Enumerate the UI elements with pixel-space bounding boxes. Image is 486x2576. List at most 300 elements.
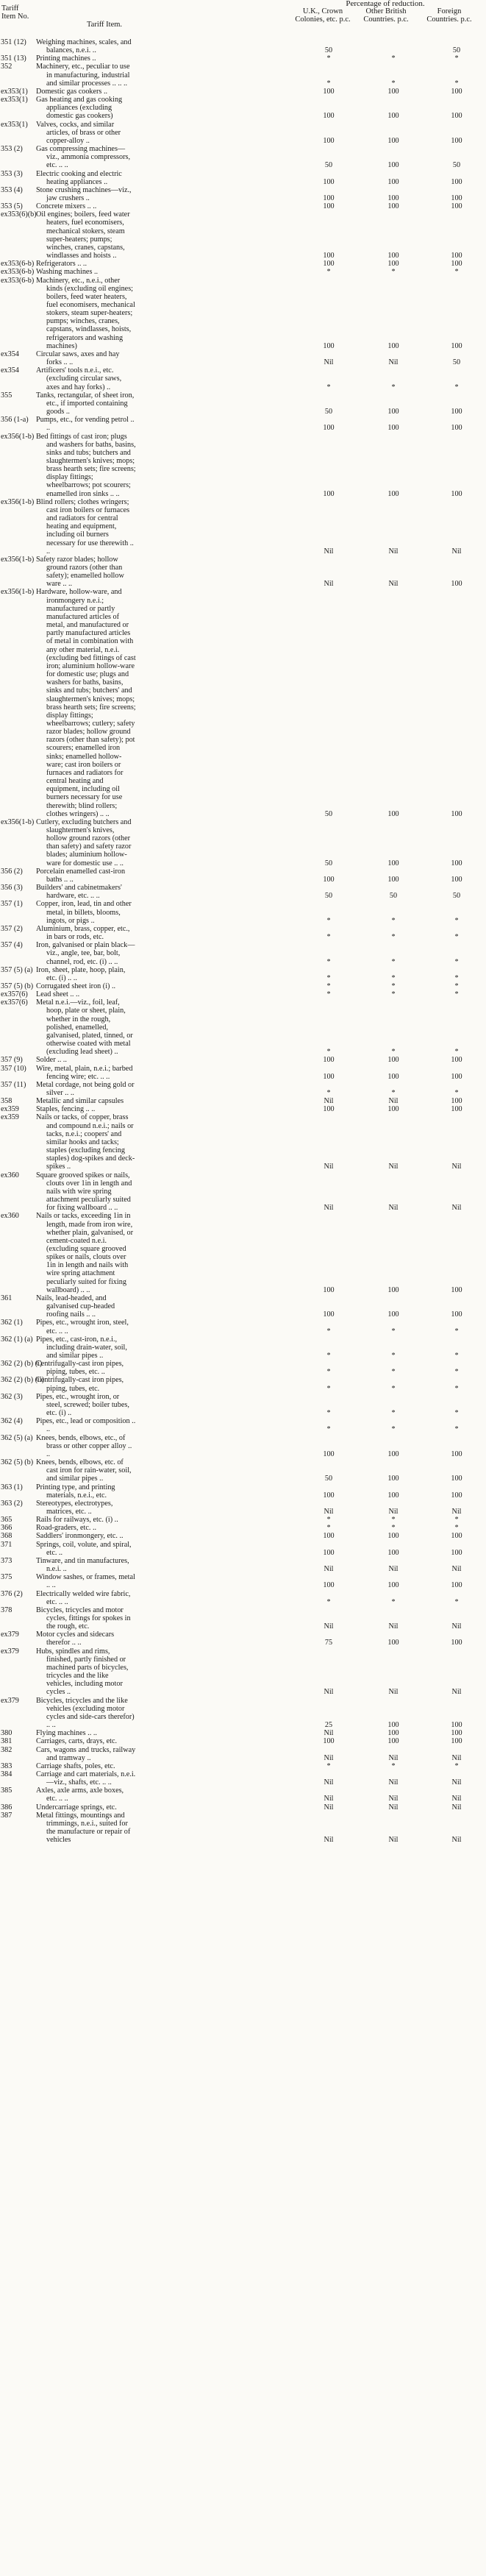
rate-other-british: *	[391, 916, 396, 925]
rate-other-british: Nil	[388, 358, 399, 367]
rate-foreign: *	[454, 79, 459, 88]
rate-foreign: *	[454, 1384, 459, 1393]
rate-foreign: 100	[451, 1639, 462, 1647]
tariff-item-no: 376 (2)	[1, 1589, 23, 1598]
table-row	[0, 96, 476, 120]
tariff-item-description: Metal cordage, not being gold or silver .. ..	[36, 1080, 135, 1097]
rate-uk-crown-colonies: 100	[323, 1491, 335, 1500]
tariff-item-description: Pipes, etc., wrought iron, steel, etc. .. ..	[36, 1319, 129, 1335]
tariff-item-no: ex353(6-b)	[1, 276, 35, 285]
tariff-item-description: Wire, metal, plain, n.e.i.; barbed fencing wire; etc. .. ..	[36, 1064, 133, 1081]
tariff-item-description: Nails, lead-headed, and galvanised cup-headed roofing nails .. ..	[36, 1294, 115, 1319]
rate-uk-crown-colonies: 100	[323, 1548, 335, 1557]
table-row	[0, 982, 476, 990]
tariff-item-description: Tinware, and tin manufactures, n.e.i. ..	[36, 1556, 129, 1574]
table-row	[0, 1590, 476, 1606]
tariff-item-no: 386	[1, 1803, 12, 1812]
tariff-item-description: Metallic and similar capsules	[36, 1097, 124, 1106]
rate-uk-crown-colonies: 100	[323, 1072, 335, 1081]
tariff-item-no: ex360	[1, 1171, 19, 1179]
tariff-item-description: Valves, cocks, and similar articles, of brass or other copper-alloy ..	[36, 120, 121, 145]
rate-foreign: Nil	[451, 1836, 462, 1845]
tariff-item-no: ex353(6-b)	[1, 260, 35, 269]
rate-uk-crown-colonies: *	[326, 1327, 331, 1335]
tariff-item-no: 351 (12)	[1, 38, 26, 46]
header-col-foreign: Foreign Countries. p.c.	[426, 7, 472, 24]
rate-uk-crown-colonies: *	[326, 79, 331, 88]
table-row	[0, 498, 476, 556]
rate-foreign: 100	[451, 1056, 462, 1065]
rate-foreign: Nil	[451, 1565, 462, 1574]
tariff-item-description: Square grooved spikes or nails, clouts over 1in in length and nails with wire spring attachment peculiarly suited for fixing wallboard .. ..	[36, 1171, 132, 1213]
tariff-item-no: 382	[1, 1745, 12, 1754]
table-row	[0, 366, 476, 391]
table-row	[0, 54, 476, 63]
table-row	[0, 350, 476, 366]
tariff-item-no: 365	[1, 1516, 12, 1525]
table-row	[0, 433, 476, 498]
tariff-item-no: ex357(6)	[1, 990, 28, 999]
rate-foreign: 100	[451, 1581, 462, 1590]
tariff-item-no: 362 (5) (a)	[1, 1433, 33, 1442]
rate-other-british: Nil	[388, 1204, 399, 1213]
rate-other-british: Nil	[388, 580, 399, 589]
rate-uk-crown-colonies: *	[326, 1368, 331, 1377]
rate-other-british: 100	[387, 875, 399, 884]
tariff-item-description: Centrifugally-cast iron pipes, piping, tubes, etc.	[36, 1376, 124, 1393]
rate-other-british: *	[391, 268, 396, 277]
rate-foreign: Nil	[451, 1163, 462, 1171]
table-row	[0, 1458, 476, 1483]
rate-other-british: 100	[387, 1491, 399, 1500]
table-row	[0, 391, 476, 416]
header-tariff-item: Tariff Item.	[87, 21, 123, 29]
table-row	[0, 1770, 476, 1786]
tariff-item-no: ex356(1-b)	[1, 432, 35, 441]
table-row	[0, 1393, 476, 1417]
table-row	[0, 867, 476, 884]
table-row	[0, 1417, 476, 1433]
tariff-item-description: Iron, sheet, plate, hoop, plain, etc. (i) .. ..	[36, 965, 126, 982]
rate-uk-crown-colonies: 50	[324, 46, 333, 55]
rate-foreign: *	[454, 54, 459, 63]
rate-uk-crown-colonies: 100	[323, 112, 335, 121]
rate-uk-crown-colonies: 100	[323, 875, 335, 884]
rate-uk-crown-colonies: 100	[323, 177, 335, 186]
rate-foreign: *	[454, 1089, 459, 1097]
rate-other-british: 100	[387, 489, 399, 498]
tariff-item-description: Hubs, spindles and rims, finished, partly finished or machined parts of bicycles, tricycles and the like vehicles, including motor cycles ..	[36, 1647, 129, 1697]
table-row	[0, 1360, 476, 1376]
table-row	[0, 1434, 476, 1458]
tariff-item-description: Builders' and cabinetmakers' hardware, etc. .. ..	[36, 884, 122, 901]
tariff-item-no: ex379	[1, 1647, 19, 1656]
rate-other-british: 100	[387, 1639, 399, 1647]
tariff-item-no: 384	[1, 1770, 12, 1778]
rate-other-british: *	[391, 1425, 396, 1434]
rate-other-british: 100	[387, 252, 399, 260]
table-row	[0, 1319, 476, 1335]
tariff-item-description: Concrete mixers .. ..	[36, 202, 97, 211]
table-row	[0, 1606, 476, 1631]
table-row	[0, 884, 476, 900]
tariff-item-no: ex356(1-b)	[1, 588, 35, 597]
tariff-item-description: Carriage and cart materials, n.e.i.—viz., shafts, etc. .. ..	[36, 1770, 136, 1787]
tariff-item-description: Staples, fencing .. ..	[36, 1105, 96, 1114]
tariff-item-no: 378	[1, 1605, 12, 1614]
tariff-item-no: 353 (2)	[1, 145, 23, 154]
tariff-item-no: 363 (1)	[1, 1483, 23, 1491]
rate-other-british: 100	[387, 1548, 399, 1557]
rate-other-british: 100	[387, 1310, 399, 1319]
rate-uk-crown-colonies: Nil	[324, 1836, 334, 1845]
rate-other-british: *	[391, 982, 396, 990]
tariff-item-description: Knees, bends, elbows, etc. of cast iron for rain-water, soil, and similar pipes ..	[36, 1458, 132, 1483]
rate-uk-crown-colonies: *	[326, 1761, 331, 1770]
tariff-item-description: Refrigerators .. ..	[36, 260, 87, 269]
tariff-item-description: Carriage shafts, poles, etc.	[36, 1761, 115, 1770]
rate-other-british: Nil	[388, 1836, 399, 1845]
rate-uk-crown-colonies: 100	[323, 194, 335, 202]
rate-foreign: *	[454, 1597, 459, 1606]
tariff-item-description: Motor cycles and sidecars therefor .. ..	[36, 1631, 115, 1647]
tariff-item-no: 358	[1, 1097, 12, 1106]
tariff-item-description: Knees, bends, elbows, etc., of brass or other copper alloy .. ..	[36, 1433, 132, 1458]
rate-uk-crown-colonies: 100	[323, 1105, 335, 1114]
tariff-item-description: Nails or tacks, of copper, brass and compound n.e.i.; nails or tacks, n.e.i.; coopers' and similar hooks and tacks; staples (excluding fencing staples) dog-spikes and deck-spikes ..	[36, 1113, 135, 1171]
rate-foreign: 100	[451, 1548, 462, 1557]
tariff-item-no: 381	[1, 1737, 12, 1746]
rate-uk-crown-colonies: 75	[324, 1639, 333, 1647]
rate-uk-crown-colonies: Nil	[324, 1163, 334, 1171]
table-row	[0, 1532, 476, 1540]
rate-other-british: *	[391, 990, 396, 999]
rate-other-british: Nil	[388, 1565, 399, 1574]
table-row	[0, 38, 476, 54]
tariff-item-no: 353 (5)	[1, 202, 23, 211]
rate-foreign: *	[454, 1048, 459, 1057]
rate-uk-crown-colonies: Nil	[324, 1204, 334, 1213]
table-row	[0, 1541, 476, 1557]
rate-other-british: *	[391, 973, 396, 982]
tariff-item-description: Pipes, etc., cast-iron, n.e.i., including drain-water, soil, and similar pipes ..	[36, 1335, 127, 1360]
tariff-item-no: 357 (10)	[1, 1064, 26, 1073]
tariff-item-no: 361	[1, 1294, 12, 1302]
rate-uk-crown-colonies: *	[326, 1048, 331, 1057]
rate-foreign: 100	[451, 341, 462, 350]
tariff-item-no: 373	[1, 1556, 12, 1565]
tariff-item-description: Pipes, etc., lead or composition .. ..	[36, 1417, 136, 1434]
tariff-item-no: 356 (3)	[1, 884, 23, 893]
rate-other-british: Nil	[388, 1163, 399, 1171]
rate-other-british: Nil	[388, 1097, 399, 1106]
tariff-item-description: Machinery, etc., n.e.i., other kinds (excluding oil engines; boilers, feed water heaters, fuel economisers, mechanical stokers, steam super-heaters; pumps; winches, cranes, capstans, windlasses, hoists, refrigerators and washing machines)	[36, 276, 135, 350]
tariff-item-description: Pumps, etc., for vending petrol .. ..	[36, 416, 135, 433]
tariff-item-no: 362 (2) (b) (i)	[1, 1360, 43, 1369]
rate-other-british: *	[391, 957, 396, 966]
tariff-item-description: Oil engines; boilers, feed water heaters, fuel economisers, mechanical stokers, steam super-heaters; pumps; winches, cranes, capstans, windlasses and hoists ..	[36, 210, 130, 260]
rate-foreign: *	[454, 982, 459, 990]
tariff-item-description: Circular saws, axes and hay forks .. ..	[36, 350, 120, 367]
table-row	[0, 277, 476, 350]
rate-uk-crown-colonies: Nil	[324, 1778, 334, 1787]
tariff-item-no: 357 (9)	[1, 1056, 23, 1065]
table-row	[0, 966, 476, 982]
tariff-item-description: Nails or tacks, exceeding 1in in length, made from iron wire, whether plain, galvanised, or cement-coated n.e.i. (excluding square grooved spikes or nails, clouts over 1in in length and nails with wire spring attachment peculiarly suited for fixing wallboard) .. ..	[36, 1212, 133, 1294]
rate-uk-crown-colonies: *	[326, 933, 331, 942]
rate-other-british: 100	[387, 1737, 399, 1746]
rate-uk-crown-colonies: 100	[323, 87, 335, 96]
rate-other-british: *	[391, 1352, 396, 1360]
rate-uk-crown-colonies: *	[326, 1352, 331, 1360]
tariff-item-description: Aluminium, brass, copper, etc., in bars or rods, etc.	[36, 924, 130, 942]
tariff-item-description: Bed fittings of cast iron; plugs and washers for baths, basins, sinks and tubs; butchers and slaughtermen's knives; mops; brass hearth sets; fire screens; display fittings; wheelbarrows; pot scourers; enamelled iron sinks .. ..	[36, 432, 136, 498]
rate-foreign: 100	[451, 809, 462, 818]
rate-uk-crown-colonies: Nil	[324, 1753, 334, 1762]
table-row	[0, 63, 476, 87]
tariff-item-description: Window sashes, or frames, metal .. ..	[36, 1573, 135, 1590]
rate-foreign: 100	[451, 1310, 462, 1319]
rate-other-british: Nil	[388, 1803, 399, 1812]
rate-foreign: 100	[451, 580, 462, 589]
rate-foreign: 100	[451, 1475, 462, 1483]
rate-uk-crown-colonies: *	[326, 54, 331, 63]
tariff-item-no: ex357(6)	[1, 998, 28, 1007]
rate-other-british: *	[391, 1597, 396, 1606]
table-row	[0, 1105, 476, 1113]
rate-uk-crown-colonies: 100	[323, 1310, 335, 1319]
tariff-item-description: Stereotypes, electrotypes, matrices, etc. ..	[36, 1499, 113, 1516]
rate-uk-crown-colonies: *	[326, 982, 331, 990]
rate-foreign: Nil	[451, 1507, 462, 1516]
rate-other-british: 100	[387, 194, 399, 202]
tariff-item-no: 362 (5) (b)	[1, 1458, 34, 1467]
rate-other-british: *	[391, 1327, 396, 1335]
rate-other-british: 100	[387, 859, 399, 867]
table-row	[0, 145, 476, 169]
rate-foreign: 100	[451, 1105, 462, 1114]
rate-foreign: 100	[451, 1072, 462, 1081]
tariff-item-description: Undercarriage springs, etc.	[36, 1803, 117, 1812]
tariff-item-description: Domestic gas cookers ..	[36, 87, 108, 96]
table-row	[0, 1762, 476, 1770]
table-row	[0, 1557, 476, 1573]
tariff-item-description: Cars, wagons and trucks, railway and tramway ..	[36, 1745, 136, 1762]
rate-foreign: *	[454, 1352, 459, 1360]
table-row	[0, 1737, 476, 1745]
tariff-item-description: Porcelain enamelled cast-iron baths .. ..	[36, 867, 126, 884]
tariff-item-no: 356 (1-a)	[1, 416, 29, 425]
tariff-item-no: ex353(6-b)	[1, 268, 35, 277]
rate-foreign: *	[454, 268, 459, 277]
tariff-item-no: ex353(6)(b)	[1, 210, 37, 219]
rate-foreign: *	[454, 1368, 459, 1377]
rate-other-british: *	[391, 1524, 396, 1533]
tariff-item-no: 357 (1)	[1, 900, 23, 909]
table-row	[0, 1746, 476, 1762]
rate-other-british: 100	[387, 1532, 399, 1541]
rate-other-british: 100	[387, 260, 399, 269]
rate-uk-crown-colonies: 100	[323, 1056, 335, 1065]
tariff-item-description: Washing machines ..	[36, 268, 99, 277]
tariff-item-no: 387	[1, 1811, 12, 1820]
tariff-item-description: Machinery, etc., peculiar to use in manufacturing, industrial and similar processes .. .. ..	[36, 63, 130, 88]
rate-other-british: 100	[387, 1475, 399, 1483]
rate-foreign: *	[454, 916, 459, 925]
table-row	[0, 1376, 476, 1392]
tariff-item-no: ex353(1)	[1, 120, 28, 129]
rate-uk-crown-colonies: *	[326, 1516, 331, 1525]
table-row	[0, 1113, 476, 1171]
tariff-item-no: 357 (5) (b)	[1, 982, 34, 990]
rate-foreign: 100	[451, 1450, 462, 1458]
rate-uk-crown-colonies: Nil	[324, 1565, 334, 1574]
tariff-item-description: Iron, galvanised or plain black—viz., angle, tee, bar, bolt, channel, rod, etc. (i) .. ..	[36, 941, 135, 966]
tariff-item-no: ex356(1-b)	[1, 555, 35, 564]
rate-foreign: 100	[451, 202, 462, 211]
rate-other-british: 100	[387, 202, 399, 211]
tariff-item-description: Hardware, hollow-ware, and ironmongery n.e.i.; manufactured or partly manufactured articles of metal, and manufactured or partly manufactured articles of metal in combination with any other material, n.e.i. (excluding bed fittings of cast iron; aluminium hollow-ware for domestic use; plugs and washers for baths, basins, sinks and tubs; butchers' and slaughtermen's knives; mops; brass hearth sets; fire screens; display fittings; wheelbarrows; cutlery; safety razor blades; hollow ground razors (other than safety); pot scourers; enamelled iron sinks; enamelled hollow-ware; cast iron boilers or furnaces and radiators for central heating and equipment, including oil burners necessary for use therewith; blind rollers; clothes wringers) .. ..	[36, 588, 136, 818]
rate-uk-crown-colonies: 100	[323, 1450, 335, 1458]
table-row	[0, 1212, 476, 1294]
table-row	[0, 900, 476, 924]
rate-foreign: *	[454, 383, 459, 391]
tariff-item-description: Carriages, carts, drays, etc.	[36, 1737, 118, 1746]
table-row	[0, 121, 476, 145]
rate-foreign: 100	[451, 1532, 462, 1541]
tariff-item-no: 380	[1, 1729, 12, 1738]
rate-other-british: 100	[387, 1450, 399, 1458]
tariff-item-no: ex359	[1, 1113, 19, 1122]
tariff-item-description: Centrifugally-cast iron pipes, piping, tubes, etc. ..	[36, 1360, 124, 1377]
rate-foreign: 100	[451, 1097, 462, 1106]
table-row	[0, 1500, 476, 1516]
rate-uk-crown-colonies: Nil	[324, 1729, 334, 1738]
rate-uk-crown-colonies: *	[326, 1425, 331, 1434]
tariff-item-no: 362 (1) (a)	[1, 1335, 33, 1344]
rate-uk-crown-colonies: 100	[323, 1285, 335, 1294]
rate-uk-crown-colonies: Nil	[324, 358, 334, 367]
rate-other-british: *	[391, 1089, 396, 1097]
rate-other-british: *	[391, 54, 396, 63]
rate-foreign: *	[454, 1761, 459, 1770]
tariff-item-no: 383	[1, 1761, 12, 1770]
tariff-item-no: ex356(1-b)	[1, 497, 35, 506]
rate-foreign: 50	[452, 161, 461, 170]
rate-foreign: 100	[451, 177, 462, 186]
rate-uk-crown-colonies: Nil	[324, 1507, 334, 1516]
table-row	[0, 1097, 476, 1105]
rate-uk-crown-colonies: 100	[323, 136, 335, 145]
rate-foreign: 100	[451, 260, 462, 269]
rate-uk-crown-colonies: *	[326, 1597, 331, 1606]
rate-other-british: 100	[387, 112, 399, 121]
tariff-item-description: Solder .. ..	[36, 1056, 67, 1065]
table-row	[0, 1812, 476, 1845]
tariff-item-no: 371	[1, 1540, 12, 1549]
rate-uk-crown-colonies: *	[326, 1089, 331, 1097]
rate-uk-crown-colonies: 100	[323, 489, 335, 498]
tariff-item-description: Pipes, etc., wrought iron, or steel, screwed; boiler tubes, etc. (i) ..	[36, 1392, 129, 1418]
table-row	[0, 1335, 476, 1360]
rate-foreign: 100	[451, 1737, 462, 1746]
tariff-item-no: 353 (4)	[1, 185, 23, 194]
rate-other-british: 100	[387, 1056, 399, 1065]
table-row	[0, 588, 476, 817]
rate-other-british: 100	[387, 177, 399, 186]
header-tariff-item-no: Tariff Item No.	[1, 4, 29, 21]
rate-other-british: 100	[387, 1721, 399, 1730]
tariff-item-no: 353 (3)	[1, 169, 23, 178]
table-row	[0, 268, 476, 276]
rate-uk-crown-colonies: Nil	[324, 1795, 334, 1803]
rate-uk-crown-colonies: 25	[324, 1721, 333, 1730]
tariff-item-description: Metal n.e.i.—viz., foil, leaf, hoop, plate or sheet, plain, whether in the rough, polished, enamelled, galvanised, plated, tinned, or otherwise coated with metal (excluding lead sheet) ..	[36, 998, 133, 1057]
rate-foreign: *	[454, 1524, 459, 1533]
tariff-item-description: Gas compressing machines—viz., ammonia compressors, etc. .. ..	[36, 145, 131, 170]
tariff-item-description: Metal fittings, mountings and trimmings, n.e.i., suited for the manufacture or repair of vehicles	[36, 1811, 131, 1845]
rate-uk-crown-colonies: *	[326, 383, 331, 391]
rate-other-british: 100	[387, 408, 399, 416]
rate-uk-crown-colonies: 100	[323, 260, 335, 269]
tariff-item-description: Cutlery, excluding butchers and slaughtermen's knives, hollow ground razors (other than safety) and safety razor blades; aluminium hollow-ware for domestic use .. ..	[36, 817, 132, 867]
tariff-item-no: 357 (5) (a)	[1, 965, 33, 974]
table-row	[0, 260, 476, 268]
rate-uk-crown-colonies: Nil	[324, 1803, 334, 1812]
rate-foreign: *	[454, 933, 459, 942]
rate-other-british: *	[391, 1368, 396, 1377]
tariff-item-description: Flying machines .. ..	[36, 1729, 97, 1738]
rate-uk-crown-colonies: *	[326, 990, 331, 999]
table-row	[0, 998, 476, 1056]
rate-uk-crown-colonies: 50	[324, 161, 333, 170]
rate-foreign: 50	[452, 46, 461, 55]
rate-foreign: Nil	[451, 1204, 462, 1213]
tariff-item-description: Springs, coil, volute, and spiral, etc. ..	[36, 1540, 132, 1557]
tariff-item-no: ex359	[1, 1105, 19, 1114]
tariff-item-description: Tanks, rectangular, of sheet iron, etc., if imported containing goods ..	[36, 391, 135, 416]
table-row	[0, 1631, 476, 1647]
table-row	[0, 88, 476, 96]
rate-foreign: 100	[451, 1491, 462, 1500]
tariff-item-no: ex353(1)	[1, 96, 28, 104]
rate-other-british: Nil	[388, 1688, 399, 1697]
rate-other-british: 50	[389, 892, 398, 901]
table-row	[0, 1483, 476, 1500]
table-row	[0, 186, 476, 202]
tariff-item-no: 357 (4)	[1, 941, 23, 950]
rate-foreign: 100	[451, 87, 462, 96]
tariff-item-no: ex356(1-b)	[1, 817, 35, 826]
rate-other-british: *	[391, 1516, 396, 1525]
rate-foreign: Nil	[451, 1778, 462, 1787]
rate-other-british: *	[391, 933, 396, 942]
tariff-item-no: 362 (4)	[1, 1417, 23, 1426]
table-row	[0, 1065, 476, 1081]
tariff-item-description: Axles, axle arms, axle boxes, etc. .. ..	[36, 1786, 124, 1803]
rate-uk-crown-colonies: *	[326, 268, 331, 277]
rate-other-british: 100	[387, 1285, 399, 1294]
table-row	[0, 1647, 476, 1697]
tariff-item-description: Electric cooking and electric heating appliances ..	[36, 169, 122, 186]
table-row	[0, 1697, 476, 1730]
tariff-item-no: 351 (13)	[1, 54, 26, 63]
table-row	[0, 925, 476, 941]
rate-uk-crown-colonies: 50	[324, 859, 333, 867]
tariff-item-no: 362 (1)	[1, 1319, 23, 1327]
rate-other-british: 100	[387, 1581, 399, 1590]
table-row	[0, 202, 476, 210]
